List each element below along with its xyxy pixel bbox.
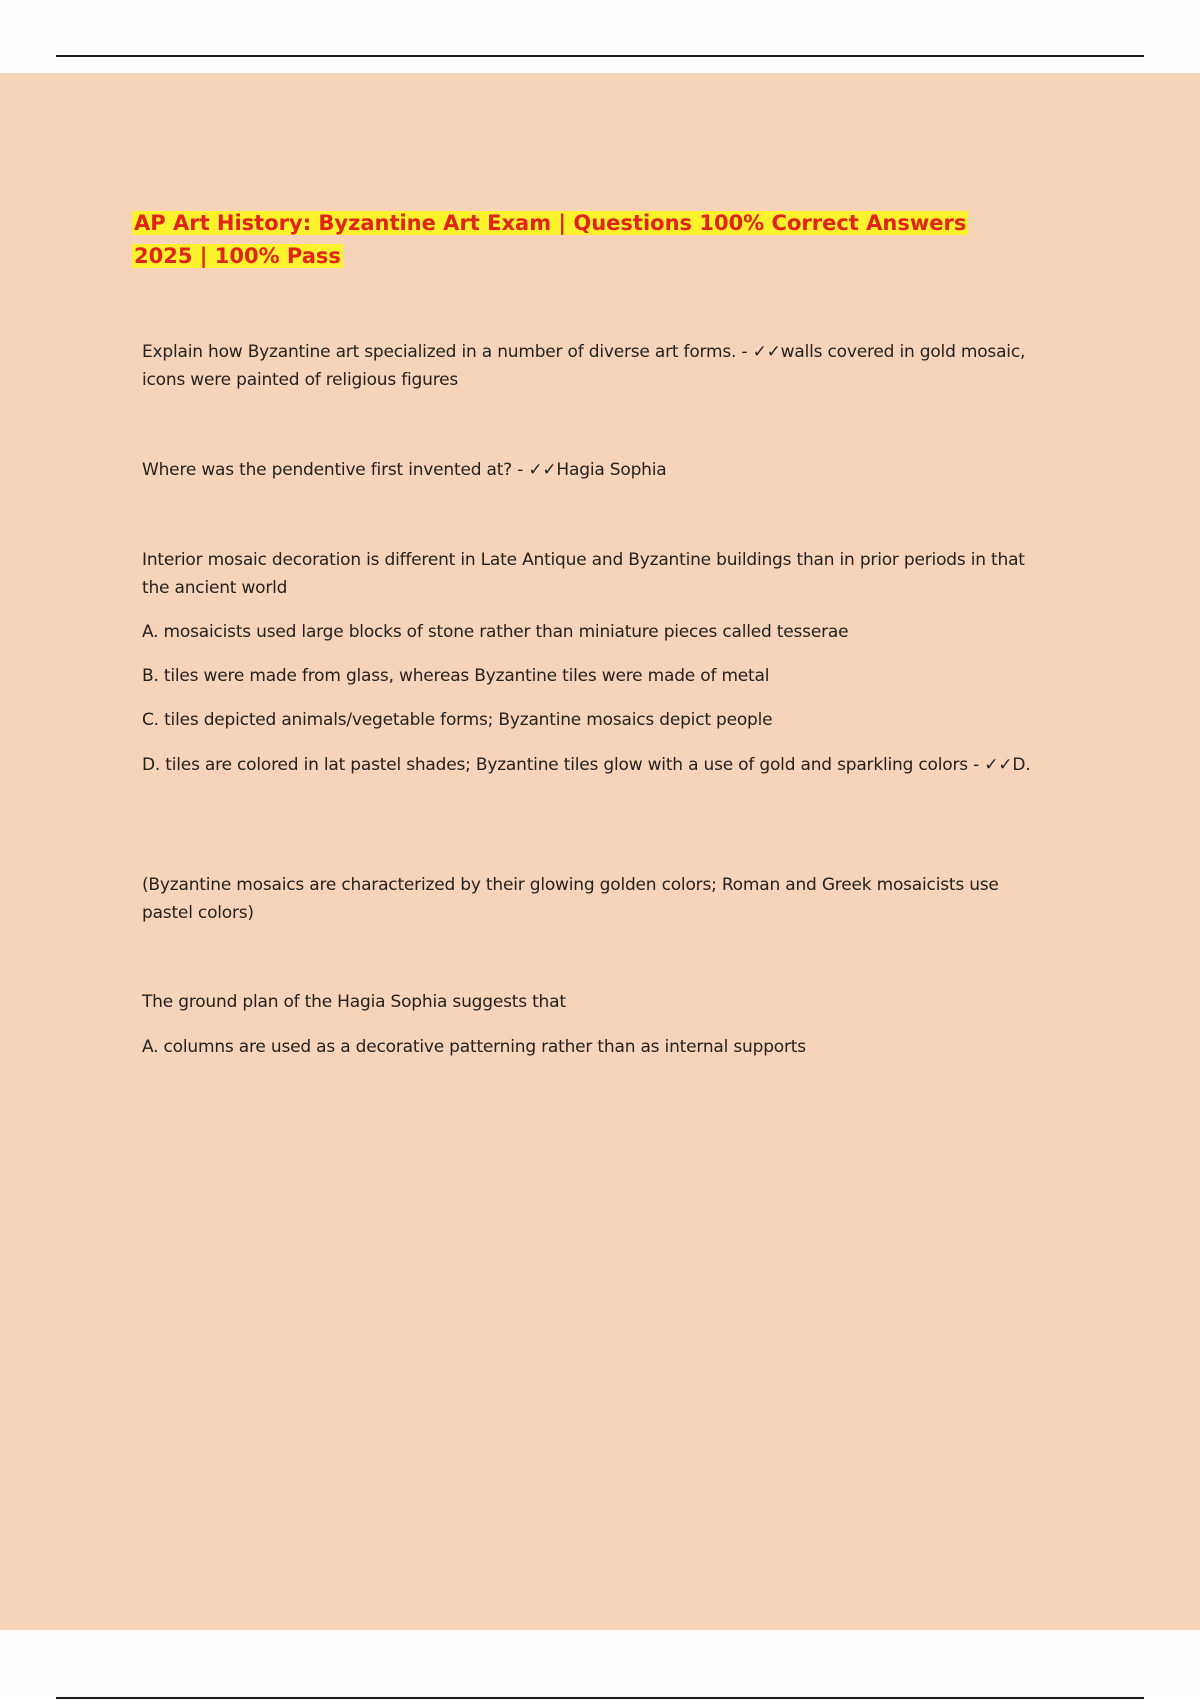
header-rule — [56, 55, 1144, 57]
document-title-highlight: AP Art History: Byzantine Art Exam | Questions 100% Correct Answers 2025 | 100% Pass — [134, 211, 967, 268]
question-3-explanation: (Byzantine mosaics are characterized by their glowing golden colors; Roman and Greek mosaicists use pastel colors) — [142, 875, 999, 923]
question-3-option-a: A. mosaicists used large blocks of stone rather than miniature pieces called tesserae — [142, 622, 849, 642]
question-3-option-b: B. tiles were made from glass, whereas Byzantine tiles were made of metal — [142, 666, 770, 686]
question-3-option-c: C. tiles depicted animals/vegetable forms; Byzantine mosaics depict people — [142, 710, 773, 730]
question-2: Where was the pendentive first invented at? - ✓✓Hagia Sophia — [142, 460, 667, 480]
question-3-option-d: D. tiles are colored in lat pastel shades; Byzantine tiles glow with a use of gold and sparkling colors - ✓✓D. — [142, 755, 1031, 775]
question-1: Explain how Byzantine art specialized in a number of diverse art forms. - ✓✓walls covered in gold mosaic, icons were painted of religious figures — [142, 342, 1026, 390]
footer-rule — [56, 1697, 1144, 1699]
question-3-stem: Interior mosaic decoration is different in Late Antique and Byzantine buildings than in prior periods in that the ancient world — [142, 550, 1025, 598]
question-4-option-a: A. columns are used as a decorative patterning rather than as internal supports — [142, 1037, 806, 1057]
document-title — [132, 207, 1032, 273]
question-4-stem: The ground plan of the Hagia Sophia suggests that — [142, 992, 566, 1012]
document-page — [0, 73, 1200, 1630]
